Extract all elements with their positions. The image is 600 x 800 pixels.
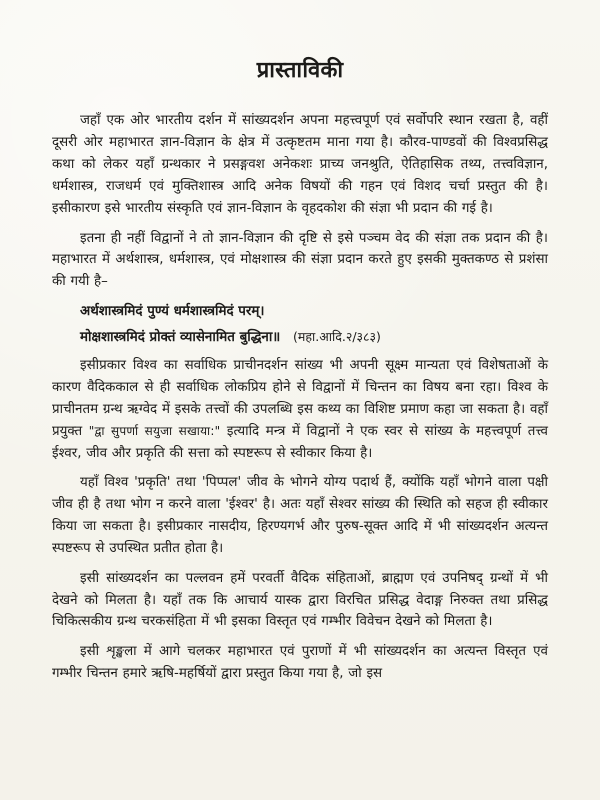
paragraph-6: इसी शृङ्खला में आगे चलकर महाभारत एवं पुराणों में भी सांख्यदर्शन का अत्यन्त विस्तृत एवं गम्भीर चिन्तन हमारे ऋषि-महर्षियों द्वारा प्रस्तुत किया गया है, जो इस [52,644,548,682]
paragraph-3 [52,355,548,464]
sanskrit-verse-block [52,301,548,349]
verse-reference: (महा.आदि.२/३८३) [293,328,381,344]
paragraph-2: इतना ही नहीं विद्वानों ने तो ज्ञान-विज्ञान की दृष्टि से इसे पञ्चम वेद की संज्ञा तक प्रदान की है। महाभारत में अर्थशास्त्र, धर्मशास्त्र, एवं मोक्षशास्त्र की संज्ञा प्रदान करते हुए इसकी मुक्तकण्ठ से प्रशंसा की गयी है– [52,230,548,290]
verse-line-2 [52,326,548,350]
paragraph-4: यहाँ विश्व 'प्रकृति' तथा 'पिप्पल' जीव के भोगने योग्य पदार्थ हैं, क्योंकि यहाँ भोगने वाला पक्षी जीव ही है तथा भोग न करने वाला 'ईश्वर' है। अतः यहाँ सेश्वर सांख्य की स्थिति को सहज ही स्वीकार किया जा सकता है। इसीप्रकार नासदीय, हिरण्यगर्भ और पुरुष-सूक्त आदि में भी सांख्यदर्शन अत्यन्त स्पष्टरूप से उपस्थित प्रतीत होता है। [52,475,548,556]
paragraph-5: इसी सांख्यदर्शन का पल्लवन हमें परवर्ती वैदिक संहिताओं, ब्राह्मण एवं उपनिषद् ग्रन्थों में भी देखने को मिलता है। यहाँ तक कि आचार्य यास्क द्वारा विरचित प्रसिद्ध वेदाङ्ग निरुक्त तथा प्रसिद्ध चिकित्सकीय ग्रन्थ चरकसंहिता में भी इसका विस्तृत एवं गम्भीर विवेचन देखने को मिलता है। [52,570,548,630]
paragraph-1: जहाँ एक ओर भारतीय दर्शन में सांख्यदर्शन अपना महत्त्वपूर्ण एवं सर्वोपरि स्थान रखता है, वहीं दूसरी ओर महाभारत ज्ञान-विज्ञान के क्षेत्र में उत्कृष्टतम माना गया है। कौरव-पाण्डवों की विश्वप्रसिद्ध कथा को लेकर यहाँ ग्रन्थकार ने प्रसङ्गवश अनेकशः प्राच्य जनश्रुति, ऐतिहासिक तथ्य, तत्त्वविज्ञान, धर्मशास्त्र, राजधर्म एवं मुक्तिशास्त्र आदि अनेक विषयों की गहन एवं विशद चर्चा प्रस्तुत की है। इसीकारण इसे भारतीय संस्कृति एवं ज्ञान-विज्ञान के वृहदकोश की संज्ञा भी प्रदान की गई है। [52,113,548,216]
verse-line-2-text: मोक्षशास्त्रमिदं प्रोक्तं व्यासेनामित बुद्धिना॥ [80,329,281,345]
mantra-quote: "द्वा सुपर्णा सयुजा सखाया:" [88,423,221,438]
page-title: प्रास्ताविकी [256,58,344,83]
paragraph-3-text: इसीप्रकार विश्व का सर्वाधिक प्राचीनदर्शन सांख्य भी अपनी सूक्ष्म मान्यता एवं विशेषताओं के कारण वैदिककाल से ही सर्वाधिक लोकप्रिय होने से विद्वानों में चिन्तन का विषय बना रहा। विश्व के प्राचीनतम ग्रन्थ ऋग्वेद में इसके तत्त्वों की उपलब्धि इस कथ्य का विशिष्ट प्रमाण कहा जा सकता है। वहाँ प्रयुक्त [52,358,548,439]
verse-line-1: अर्थशास्त्रमिदं पुण्यं धर्मशास्त्रमिदं परम्। [80,304,265,320]
paragraph-3-continuation: इत्यादि मन्त्र में विद्वानों ने एक स्वर से सांख्य के महत्त्वपूर्ण तत्त्व ईश्वर, जीव और प्रकृति की सत्ता को स्पष्टरूप से स्वीकार किया है। [52,423,548,461]
